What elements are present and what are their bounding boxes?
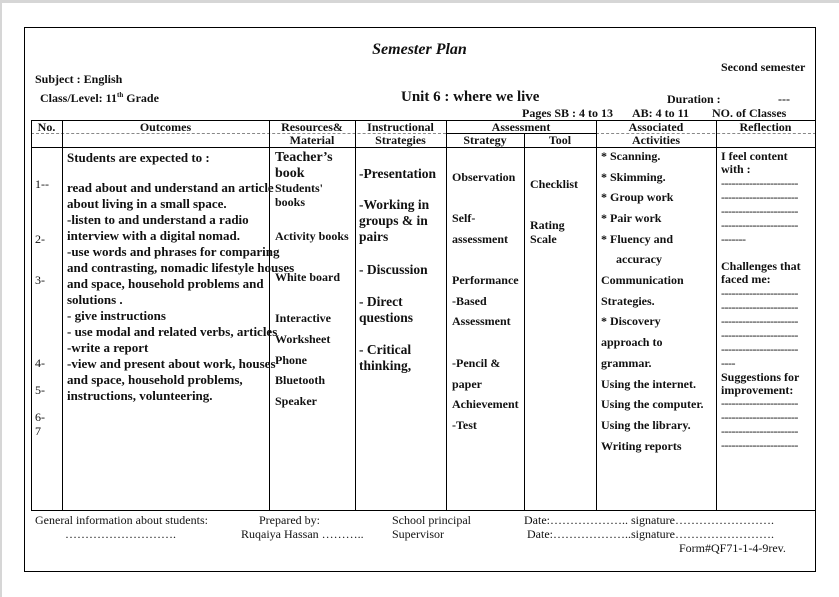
reflection-blank-line[interactable]: ----------------------: [721, 328, 798, 342]
no-of-classes: NO. of Classes: [712, 106, 787, 120]
strategy-critical: - Critical: [359, 342, 412, 357]
header-no: No.: [37, 120, 56, 134]
reflection-blank-line[interactable]: ----: [721, 356, 735, 370]
header-instructional-1: Instructional: [367, 120, 434, 134]
resource-students-books-2: books: [275, 195, 306, 209]
pages-sb: Pages SB : 4 to 13: [522, 106, 613, 120]
activity-item: accuracy: [616, 252, 662, 266]
col-border: [355, 120, 356, 511]
reflection-blank-line[interactable]: ----------------------: [721, 396, 798, 410]
assessment-observation: Observation: [452, 170, 516, 184]
reflection-blank-line[interactable]: ----------------------: [721, 176, 798, 190]
row-number: 2-: [35, 232, 45, 246]
assessment-self: Self-: [452, 211, 476, 225]
form-number: Form#QF71-1-4-9rev.: [679, 541, 786, 555]
resource-teachers-book-2: book: [275, 166, 305, 181]
assessment-performance: Performance: [452, 273, 519, 287]
principal-date-signature[interactable]: Date:……………….. signature…………………….: [524, 513, 774, 527]
activity-item: Using the library.: [601, 418, 691, 432]
general-info-blank[interactable]: ……………………….: [65, 527, 176, 541]
assessment-based: -Based: [452, 294, 487, 308]
col-border: [815, 120, 816, 511]
outcomes-intro: Students are expected to :: [67, 150, 210, 165]
strategy-critical-2: thinking,: [359, 358, 412, 373]
resource-worksheet: Worksheet: [275, 332, 331, 346]
window-edge-left: [0, 0, 2, 597]
resource-speaker: Speaker: [275, 394, 317, 408]
strategy-direct-2: questions: [359, 310, 414, 325]
duration-value: ---: [778, 92, 790, 106]
header-reflection: Reflection: [739, 120, 792, 134]
reflection-blank-line[interactable]: ----------------------: [721, 204, 798, 218]
outcomes-cell: [67, 150, 297, 404]
col-border: [31, 120, 32, 511]
activity-item: Communication: [601, 273, 684, 287]
plan-table: [31, 120, 816, 511]
unit-title: Unit 6 : where we live: [401, 89, 540, 105]
prepared-by-label: Prepared by:: [259, 513, 320, 527]
reflection-blank-line[interactable]: ----------------------: [721, 314, 798, 328]
resource-white-board: White board: [275, 270, 341, 284]
strategy-presentation: -Presentation: [359, 166, 436, 181]
assessment-test: -Test: [452, 418, 477, 432]
reflection-blank-line[interactable]: -------: [721, 232, 746, 246]
supervisor-date-signature[interactable]: Date:………………..signature…………………….: [527, 527, 774, 541]
header-tool: Tool: [548, 133, 572, 147]
strategy-direct: - Direct: [359, 294, 403, 309]
resource-students-books: Students': [275, 181, 324, 195]
class-level-sup: th: [117, 91, 124, 99]
tool-rating: Rating: [530, 218, 565, 232]
assessment-achievement: Achievement: [452, 397, 519, 411]
class-level-label: [40, 91, 159, 106]
header-resources-1: Resources&: [281, 120, 343, 134]
outcome-item: - use modal and related verbs, articles: [67, 324, 278, 339]
class-level-prefix: Class/Level: 11: [40, 91, 117, 105]
reflection-blank-line[interactable]: ----------------------: [721, 424, 798, 438]
assessment-self-2: assessment: [452, 232, 508, 246]
outcome-item: -view and present about work, houses and space, household problems, instructions, volunteering.: [67, 356, 276, 403]
col-border: [62, 120, 63, 511]
assessment-paper: paper: [452, 377, 482, 391]
header-assessment: Assessment: [491, 120, 551, 134]
col-border: [524, 133, 525, 511]
supervisor-label: Supervisor: [392, 527, 444, 541]
reflection-suggestions-2: improvement:: [721, 383, 794, 397]
activity-item: Strategies.: [601, 294, 655, 308]
outcome-item: - give instructions: [67, 308, 166, 323]
col-border: [446, 120, 447, 511]
strategy-working: -Working in: [359, 197, 430, 212]
general-info-label: General information about students:: [35, 513, 208, 527]
row-number: 6-: [35, 410, 45, 424]
assessment-assessment: Assessment: [452, 314, 511, 328]
row-number: 5-: [35, 383, 45, 397]
activity-item: * Scanning.: [601, 149, 661, 163]
resource-teachers-book: Teacher’s: [275, 150, 333, 165]
reflection-challenges-2: faced me:: [721, 272, 771, 286]
row-number: 4-: [35, 356, 45, 370]
reflection-blank-line[interactable]: ----------------------: [721, 300, 798, 314]
header-strategy: Strategy: [463, 133, 507, 147]
reflection-blank-line[interactable]: ----------------------: [721, 438, 798, 452]
table-bottom-border: [31, 510, 816, 511]
page-title: Semester Plan: [372, 41, 467, 58]
resource-phone: Phone: [275, 353, 308, 367]
activity-item: Writing reports: [601, 439, 682, 453]
school-principal-label: School principal: [392, 513, 471, 527]
outcome-item: -listen to and understand a radio interview with a digital nomad.: [67, 212, 249, 243]
prepared-by-name: Ruqaiya Hassan ………..: [241, 527, 364, 541]
row-number: 3-: [35, 273, 45, 287]
activity-item: * Fluency and: [601, 232, 674, 246]
reflection-blank-line[interactable]: ----------------------: [721, 218, 798, 232]
outcome-item: -write a report: [67, 340, 149, 355]
outcome-item: -use words and phrases for comparing and contrasting, nomadic lifestyle houses and space, household problems and solutions .: [67, 244, 295, 307]
tool-checklist: Checklist: [530, 177, 578, 191]
tool-scale: Scale: [530, 232, 557, 246]
activity-item: * Discovery: [601, 314, 661, 328]
strategy-working-2: groups & in: [359, 213, 428, 228]
reflection-content-2: with :: [721, 162, 751, 176]
activity-item: Using the computer.: [601, 397, 704, 411]
col-border: [716, 120, 717, 511]
col-border: [596, 120, 597, 511]
header-associated-1: Associated: [628, 120, 684, 134]
window-edge-top: [0, 0, 839, 3]
header-associated-2: Activities: [632, 133, 680, 147]
activity-item: grammar.: [601, 356, 652, 370]
reflection-challenges: Challenges that: [721, 259, 801, 273]
activity-item: * Group work: [601, 190, 674, 204]
resource-bluetooth: Bluetooth: [275, 373, 326, 387]
header-outcomes: Outcomes: [139, 120, 192, 134]
resource-activity-books: Activity books: [275, 229, 349, 243]
assessment-pencil: -Pencil &: [452, 356, 501, 370]
row-number: 7: [35, 424, 41, 438]
resource-interactive: Interactive: [275, 311, 331, 325]
activity-item: Using the internet.: [601, 377, 696, 391]
strategy-discussion: - Discussion: [359, 262, 428, 277]
duration-label: Duration :: [667, 92, 721, 106]
header-instructional-2: Strategies: [375, 133, 426, 147]
row-number: 1--: [35, 177, 49, 191]
class-level-suffix: Grade: [123, 91, 159, 105]
activity-item: approach to: [601, 335, 663, 349]
activity-item: * Pair work: [601, 211, 662, 225]
semester-label: Second semester: [721, 60, 806, 74]
reflection-blank-line[interactable]: ----------------------: [721, 410, 798, 424]
strategy-working-3: pairs: [359, 229, 389, 244]
reflection-blank-line[interactable]: ----------------------: [721, 190, 798, 204]
pages-ab: AB: 4 to 11: [632, 106, 689, 120]
header-resources-2: Material: [289, 133, 335, 147]
subject-label: Subject : English: [35, 72, 123, 86]
reflection-suggestions: Suggestions for: [721, 370, 800, 384]
outcome-item: read about and understand an article about living in a small space.: [67, 180, 274, 211]
reflection-content: I feel content: [721, 149, 788, 163]
reflection-blank-line[interactable]: ----------------------: [721, 286, 798, 300]
reflection-blank-line[interactable]: ----------------------: [721, 342, 798, 356]
activity-item: * Skimming.: [601, 170, 666, 184]
